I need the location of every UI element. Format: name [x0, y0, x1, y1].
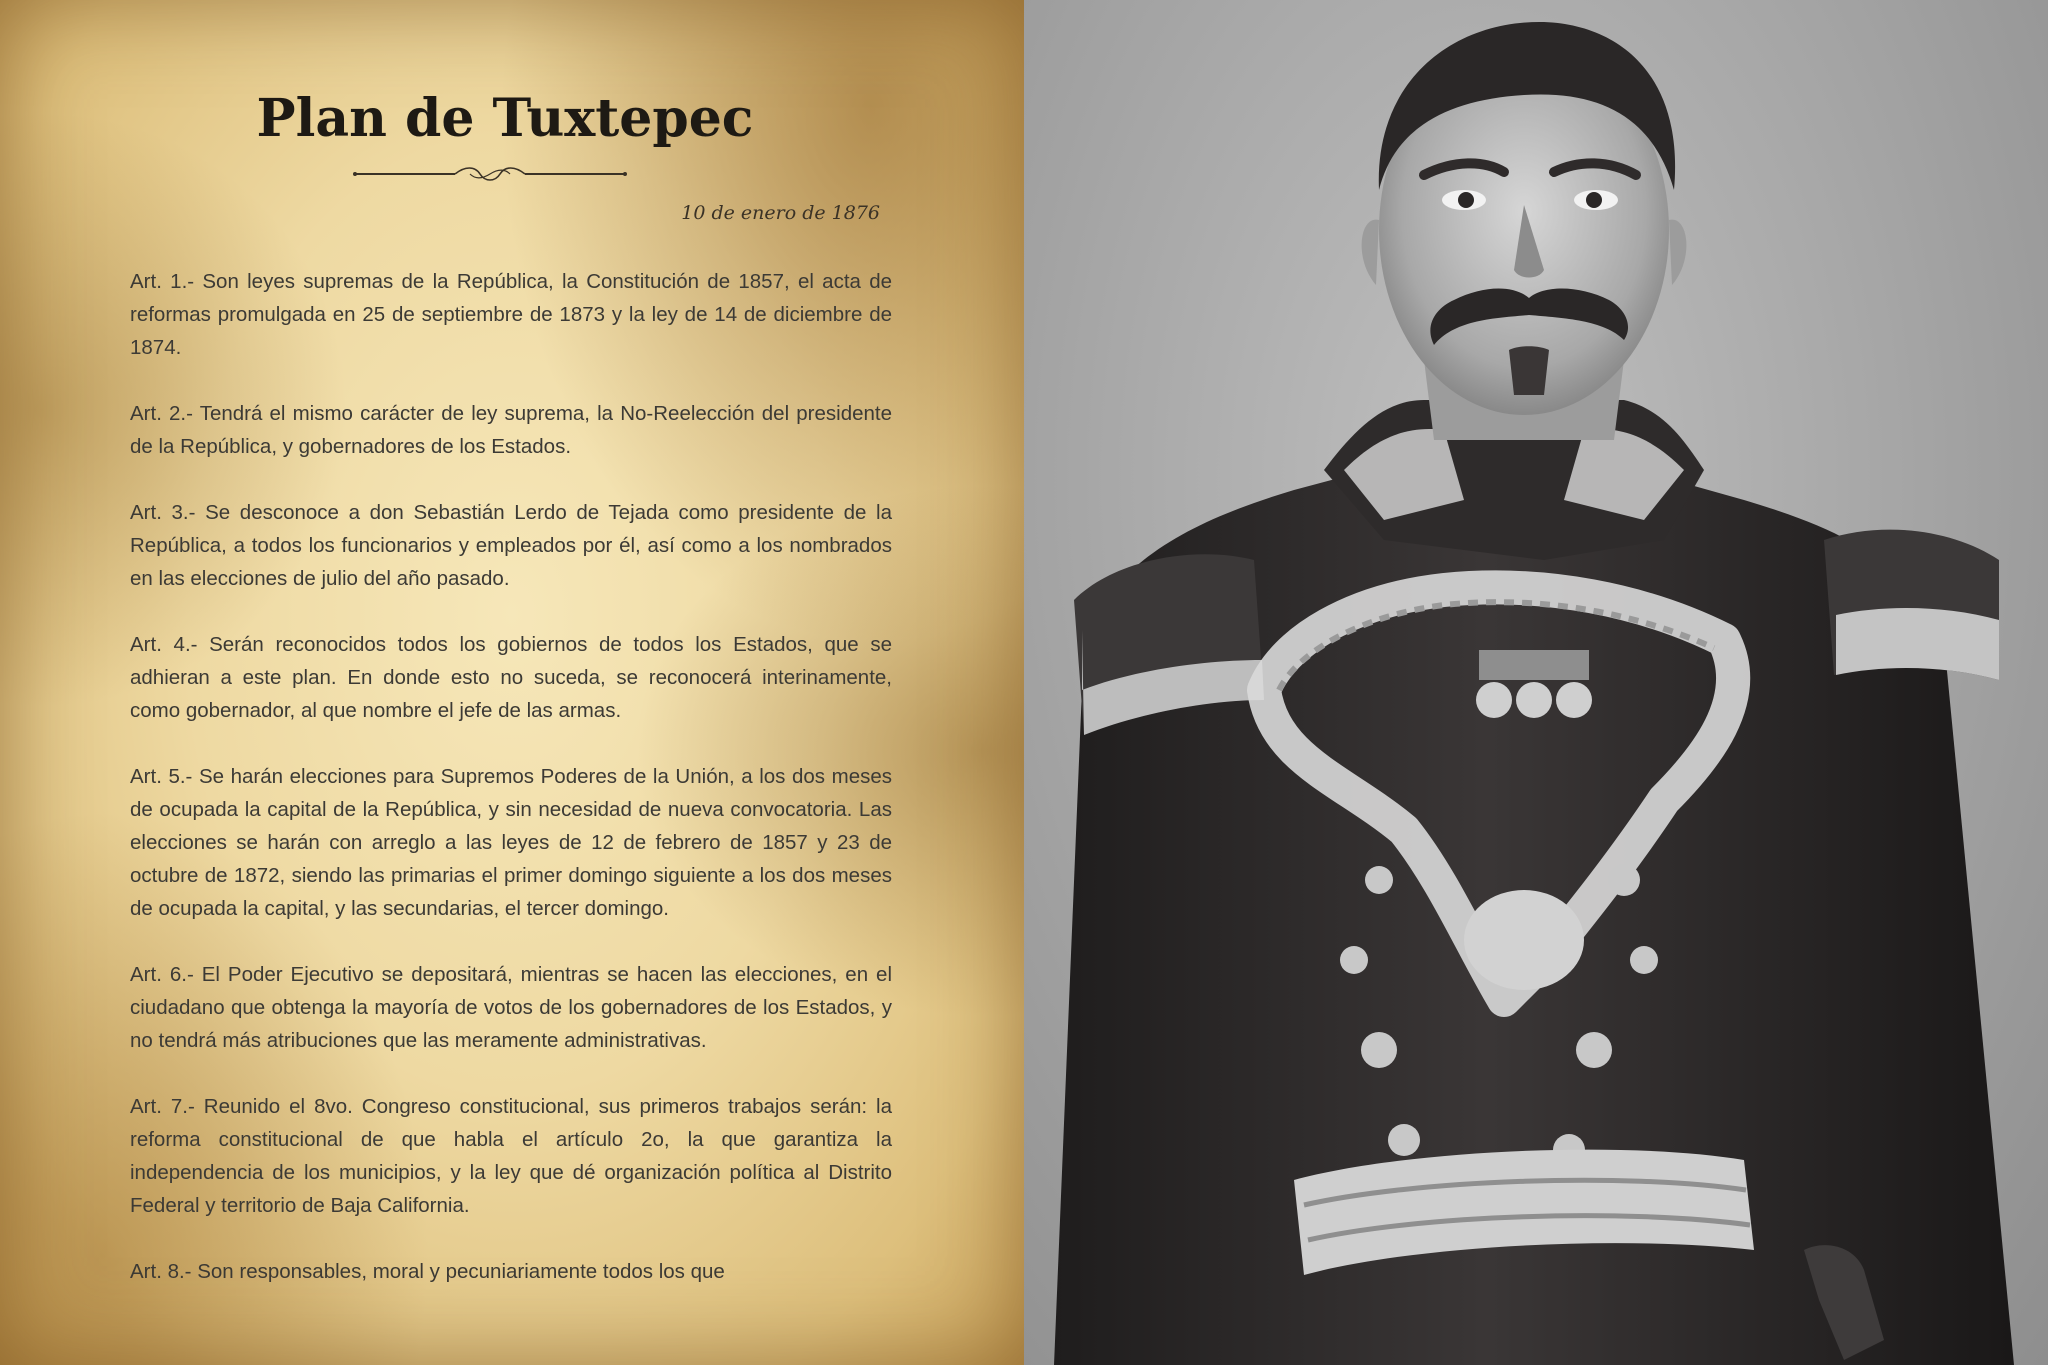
article-6: Art. 6.- El Poder Ejecutivo se depositará, mientras se hacen las elecciones, en el ciudadano que obtenga la mayoría de votos de los gobernadores de los Estados, y no tendrá más atribuciones que las meramente administrativas.	[130, 963, 892, 1052]
article-7: Art. 7.- Reunido el 8vo. Congreso constitucional, sus primeros trabajos serán: la reforma constitucional de que habla el artículo 2o, la que garantiza la independencia de los municipios, y la ley que dé organización política al Distrito Federal y territorio de Baja California.	[130, 1095, 892, 1217]
goatee	[1509, 346, 1549, 395]
portrait-illustration	[1024, 0, 2048, 1365]
article-8: Art. 8.- Son responsables, moral y pecuniariamente todos los que	[130, 1260, 725, 1283]
military-portrait-photo	[1024, 0, 2048, 1365]
article-1: Art. 1.- Son leyes supremas de la República, la Constitución de 1857, el acta de reformas promulgada en 25 de septiembre de 1873 y la ley de 14 de diciembre de 1874.	[130, 270, 892, 359]
document-title: Plan de Tuxtepec	[256, 88, 754, 149]
article-5: Art. 5.- Se harán elecciones para Supremos Poderes de la Unión, a los dos meses de ocupada la capital de la República, y sin necesidad de nueva convocatoria. Las elecciones se harán con arreglo a las leyes de 12 de febrero de 1857 y 23 de octubre de 1872, siendo las primarias el primer domingo siguiente a los dos meses de ocupada la capital, y las secundarias, el tercer domingo.	[130, 765, 892, 920]
article-4: Art. 4.- Serán reconocidos todos los gobiernos de todos los Estados, que se adhieran a este plan. En donde esto no suceda, se reconocerá interinamente, como gobernador, al que nombre el jefe de las armas.	[130, 633, 892, 722]
document-date: 10 de enero de 1876	[681, 202, 880, 224]
title-flourish-ornament	[350, 164, 630, 184]
ear-left	[1362, 220, 1379, 285]
ear-right	[1669, 220, 1686, 285]
medals	[1476, 650, 1592, 718]
articles-list	[130, 265, 892, 1321]
large-medal	[1464, 890, 1584, 990]
article-3: Art. 3.- Se desconoce a don Sebastián Lerdo de Tejada como presidente de la República, a todos los funcionarios y empleados por él, así como a los nombrados en las elecciones de julio del año pasado.	[130, 501, 892, 590]
article-2: Art. 2.- Tendrá el mismo carácter de ley suprema, la No-Reelección del presidente de la República, y gobernadores de los Estados.	[130, 402, 892, 458]
right-epaulette	[1824, 530, 1999, 680]
